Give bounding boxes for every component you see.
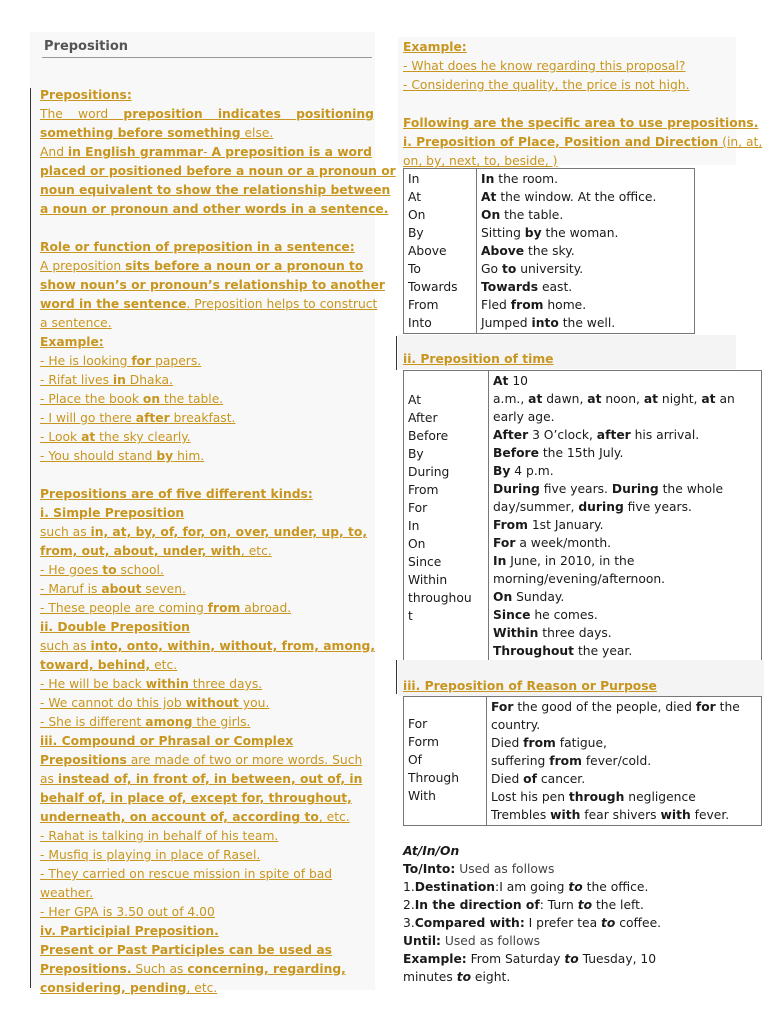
place-examples-cell: In the room. At the window. At the office. On the table. Sitting by the woman. Above the sky. Go to university. Towards east. Fled from home. Jumped into the well. xyxy=(477,169,695,334)
example-item: - They carried on rescue mission in spite of bad xyxy=(40,867,333,881)
reason-table xyxy=(403,696,762,826)
prepositions-section: Prepositions: The word preposition indicates positioning something before something else. And in English grammar- A preposition is a word placed or positioned before a noun or a pronoun or noun equivalent to show the relationship between a noun or pronoun and other words in a sentence. Role or function of preposition in a sentence: A preposition sits before a noun or a pronoun to show noun’s or pronoun’s relationship to another word in the sentence. Preposition helps to construct a sentence. Example: - He is looking for papers. - Rifat lives in Dhaka. - Place the book on the table. - I will go there after breakfast. - Look at the sky clearly. - You should stand by him. Prepositions are of five different kinds: i. Simple Preposition such as in, at, by, of, for, on, over, under, up, to, from, out, about, under, with, etc. - He goes to school. - Maruf is about seven. - These people are coming from abroad. ii. Double Preposition such as into, onto, within, without, from, among, toward, behind, etc. - He will be back within three days. - We cannot do this job without you. - She is different among the girls. iii. Compound or Phrasal or Complex Prepositions are made of two or more words. Such as instead of, in front of, in between, out of, in behalf of, in place of, except for, throughout, underneath, on account of, according to, etc. - Rahat is talking in behalf of his team. - Musfiq is playing in place of Rasel. - They carried on rescue mission in spite of bad weather. - Her GPA is 3.50 out of 4.00 iv. Participial Preposition. Present or Past Participles can be used as Prepositions. Such as concerning, regarding, considering, pending, etc. xyxy=(40,88,396,995)
example-item: - What does he know regarding this proposal? xyxy=(403,59,686,73)
time-bar xyxy=(396,336,397,370)
left-column-bar xyxy=(30,88,31,988)
prepositions-heading: Prepositions: xyxy=(40,88,132,102)
kinds-heading: Prepositions are of five different kinds: xyxy=(40,487,313,501)
time-examples-cell: At 10 a.m., at dawn, at noon, at night, at an early age. After 3 O’clock, after his arrival. Before the 15th July. By 4 p.m. During five years. During the whole day/summer, during five years. From 1st January. For a week/month. In June, in 2010, in the morning/evening/afternoon. On Sunday. Since he comes. Within three days. Throughout the year. xyxy=(489,371,762,662)
example-item: - Her GPA is 3.50 out of 4.00 xyxy=(40,905,215,919)
simple-heading: i. Simple Preposition xyxy=(40,506,185,520)
definition-line-1: The word preposition indicates positioning xyxy=(40,107,374,121)
double-heading: ii. Double Preposition xyxy=(40,620,190,634)
place-preps-cell: In At On By Above To Towards From Into xyxy=(404,169,477,334)
areas-heading: Following are the specific area to use prepositions. xyxy=(403,116,759,130)
right-intro: Example: - What does he know regarding this proposal? - Considering the quality, the price is not high. Following are the specific area to use prepositions. i. Preposition of Place, Position and Direction (in, at, on, by, next, to, beside, ) xyxy=(403,40,763,168)
example-item: - Rifat lives in Dhaka. xyxy=(40,373,173,387)
example-item: - Considering the quality, the price is not high. xyxy=(403,78,690,92)
example-item: - Look at the sky clearly. xyxy=(40,430,191,444)
example-item: - Maruf is about seven. xyxy=(40,582,186,596)
time-preps-cell: At After Before By During From For In On Since Within throughou t xyxy=(404,371,489,662)
example-item: - Musfiq is playing in place of Rasel. xyxy=(40,848,261,862)
example-item: - She is different among the girls. xyxy=(40,715,251,729)
reason-bar xyxy=(396,660,397,694)
example-item: - These people are coming from abroad. xyxy=(40,601,292,615)
place-heading: i. Preposition of Place, Position and Direction xyxy=(403,135,719,149)
example-heading: Example: xyxy=(40,335,104,349)
example-item: - We cannot do this job without you. xyxy=(40,696,270,710)
right-example-heading: Example: xyxy=(403,40,467,54)
page-title: Preposition xyxy=(44,39,129,54)
example-item: - You should stand by him. xyxy=(40,449,205,463)
at-in-on-heading: At/In/On xyxy=(403,844,460,858)
place-table xyxy=(403,168,695,334)
example-item: - He will be back within three days. xyxy=(40,677,263,691)
participial-heading: iv. Participial Preposition. xyxy=(40,924,219,938)
time-table xyxy=(403,370,762,662)
reason-heading: iii. Preposition of Reason or Purpose xyxy=(403,679,657,693)
reason-examples-cell: For the good of the people, died for the country. Died from fatigue, suffering from fever/cold. Died of cancer. Lost his pen through negligence Trembles with fear shivers with fever. xyxy=(487,697,762,826)
role-heading: Role or function of preposition in a sentence: xyxy=(40,240,355,254)
example-item: - Place the book on the table. xyxy=(40,392,224,406)
example-item: - He is looking for papers. xyxy=(40,354,202,368)
title-divider xyxy=(42,57,372,58)
example-item: - I will go there after breakfast. xyxy=(40,411,236,425)
example-item: - He goes to school. xyxy=(40,563,164,577)
reason-preps-cell: For Form Of Through With xyxy=(404,697,487,826)
at-in-on-section: At/In/On To/Into: Used as follows 1.Destination:I am going to the office. 2.In the direction of: Turn to the left. 3.Compared with: I prefer tea to coffee. Until: Used as follows Example: From Saturday to Tuesday, 10 minutes to eight. xyxy=(403,844,662,984)
time-heading: ii. Preposition of time xyxy=(403,352,554,366)
compound-heading: iii. Compound or Phrasal or Complex xyxy=(40,734,294,748)
example-item: - Rahat is talking in behalf of his team. xyxy=(40,829,279,843)
